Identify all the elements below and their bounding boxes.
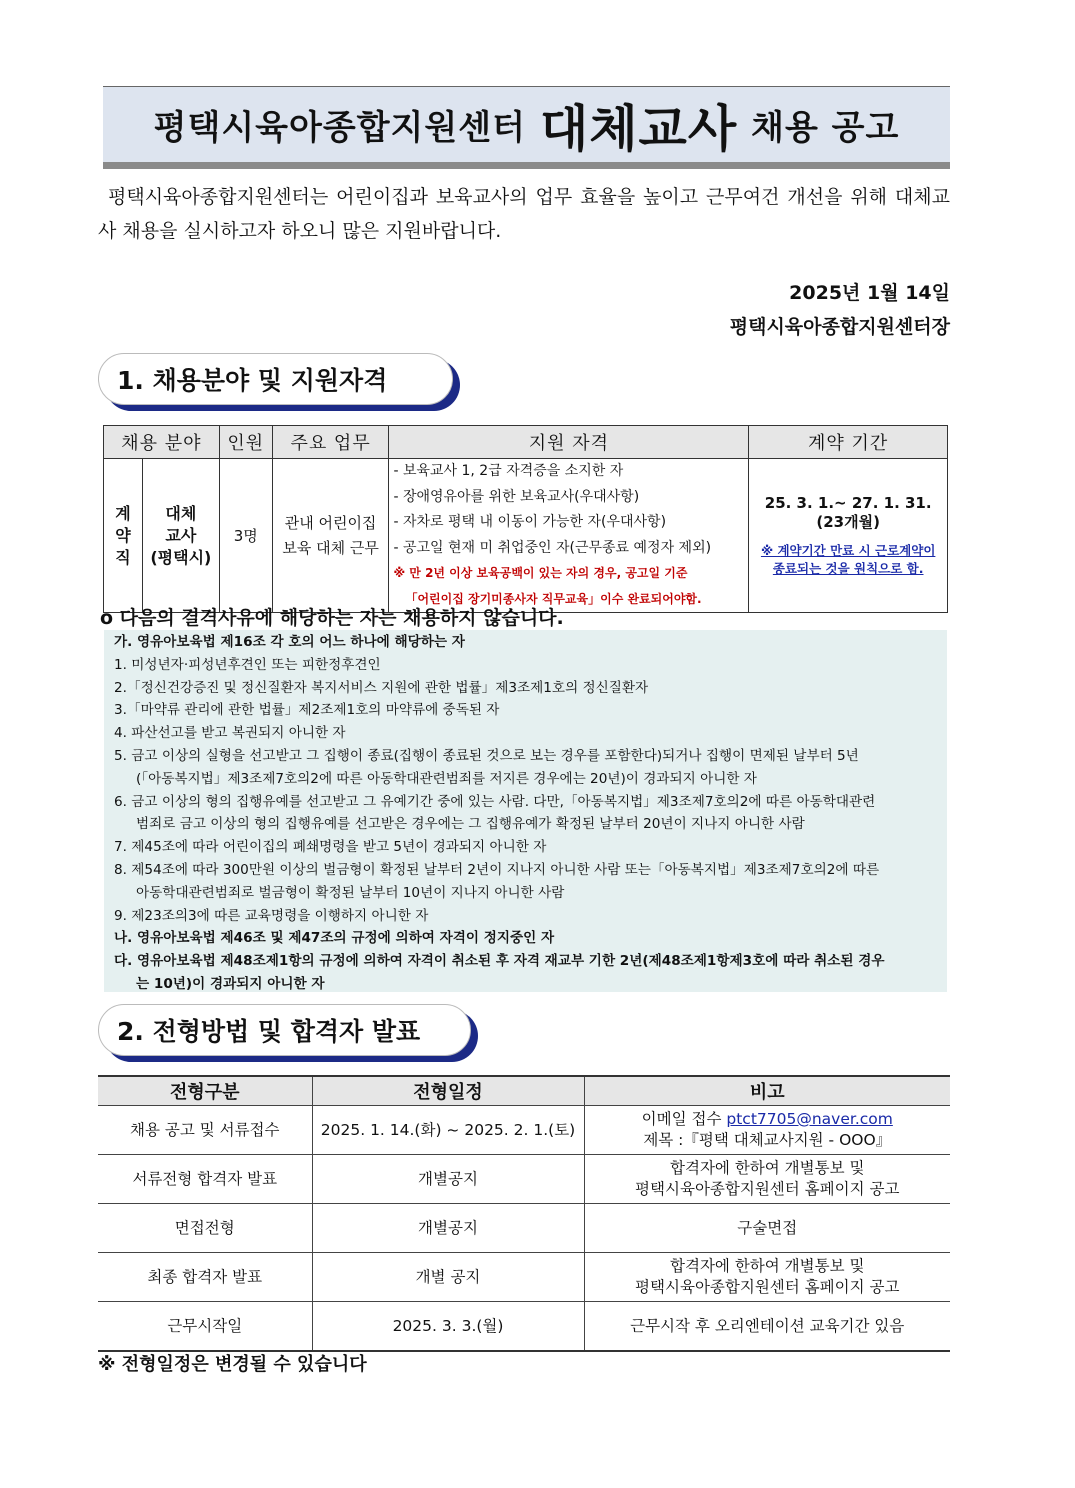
schedule-cell: 개별 공지 [312,1253,584,1302]
stage-cell: 채용 공고 및 서류접수 [98,1106,312,1155]
remarks-cell [584,1155,950,1204]
disqualification-item: 1. 미성년자·피성년후견인 또는 피한정후견인 [114,656,381,673]
selection-table [98,1075,950,1352]
remarks-cell: 구술면접 [584,1204,950,1253]
disqualification-item: 3.「마약류 관리에 관한 법률」제2조제1호의 마약류에 중독된 자 [114,702,500,719]
schedule-footnote: ※ 전형일정은 변경될 수 있습니다 [98,1354,367,1375]
header-schedule: 전형일정 [312,1076,584,1106]
table-row [98,1302,950,1352]
schedule-cell: 2025. 1. 14.(화) ~ 2025. 2. 1.(토) [312,1106,584,1155]
stage-cell: 서류전형 합격자 발표 [98,1155,312,1204]
header-field: 채용 분야 [104,426,220,459]
table-row [98,1253,950,1302]
remarks-line: 평택시육아종합지원센터 홈페이지 공고 [635,1180,900,1198]
qualification-note: 「어린이집 장기미종사자 직무교육」이수 완료되어야함. [405,591,702,606]
schedule-cell: 개별공지 [312,1204,584,1253]
disqualification-item: 5. 금고 이상의 실형을 선고받고 그 집행이 종료(집행이 종료된 것으로 보는 경우를 포함한다)되거나 집행이 면제된 날부터 5년 [114,747,859,764]
selection-header-row [98,1076,950,1106]
stage-cell: 면접전형 [98,1204,312,1253]
recruitment-row [104,459,948,613]
remarks-cell: 근무시작 후 오리엔테이션 교육기간 있음 [584,1302,950,1352]
schedule-cell: 2025. 3. 3.(월) [312,1302,584,1352]
contract-period: 25. 3. 1.~ 27. 1. 31. [764,493,932,512]
disqualification-item: 나. 영유아보육법 제46조 및 제47조의 규정에 의하여 자격이 정지중인 자 [114,930,555,947]
schedule-cell: 개별공지 [312,1155,584,1204]
section-1-heading: 1. 채용분야 및 지원자격 [98,353,453,405]
remarks-cell [584,1106,950,1155]
disqualification-item: 다. 영유아보육법 제48조제1항의 규정에 의하여 자격이 취소된 후 자격 재교부 기한 2년(제48조제1항제3호에 따라 취소된 경우 [114,953,885,970]
title-suffix: 채용 공고 [751,108,900,148]
title-org: 평택시육아종합지원센터 [153,108,526,148]
disqualification-item: 아동학대관련범죄로 벌금형이 확정된 날부터 10년이 지나지 아니한 사람 [136,884,565,901]
qualification-item: - 자차로 평택 내 이동이 가능한 자(우대사항) [393,514,667,530]
title-position: 대체교사 [539,99,738,158]
remarks-line: 평택시육아종합지원센터 홈페이지 공고 [635,1278,900,1296]
qualification-note: ※ 만 2년 이상 보육공백이 있는 자의 경우, 공고일 기준 [393,566,688,580]
disqualification-item: 2.「정신건강증진 및 정신질환자 복지서비스 지원에 관한 법률」제3조제1호의 정신질환자 [114,679,649,696]
remarks-line: 제목 :『평택 대체교사지원 - OOO』 [643,1131,892,1149]
header-remarks: 비고 [584,1076,950,1106]
header-duty: 주요 업무 [272,426,389,459]
stage-cell: 근무시작일 [98,1302,312,1352]
disqualification-item: 가. 영유아보육법 제16조 각 호의 어느 하나에 해당하는 자 [114,634,465,650]
disqualification-item: 는 10년)이 경과되지 아니한 자 [136,975,325,992]
remarks-line: 이메일 접수 [641,1110,727,1128]
disqualification-item: 7. 제45조에 따라 어린이집의 폐쇄명령을 받고 5년이 경과되지 아니한 자 [114,839,547,856]
remarks-line: 합격자에 한하여 개별통보 및 [670,1159,865,1177]
disqualification-list [104,630,947,992]
qualification-item: - 공고일 현재 미 취업중인 자(근무종료 예정자 제외) [393,539,712,556]
recruitment-table [103,425,948,613]
header-contract: 계약 기간 [749,426,948,459]
qualification-item: - 보육교사 1, 2급 자격증을 소지한 자 [393,463,624,479]
header-stage: 전형구분 [98,1076,312,1106]
main-duty: 관내 어린이집 보육 대체 근무 [272,459,389,613]
headcount: 3명 [219,459,272,613]
table-row [98,1204,950,1253]
recruitment-header-row [104,426,948,459]
stage-cell: 최종 합격자 발표 [98,1253,312,1302]
email-link[interactable]: ptct7705@naver.com [726,1110,893,1128]
disqualification-heading: o 다음의 결격사유에 해당하는 자는 채용하지 않습니다. [100,607,564,629]
disqualification-item: 범죄로 금고 이상의 형의 집행유예를 선고받은 경우에는 그 집행유예가 확정된 날부터 20년이 지나지 아니한 사람 [136,816,805,833]
disqualification-item: 4. 파산선고를 받고 복권되지 아니한 자 [114,725,346,742]
disqualification-item: (「아동복지법」제3조제7호의2에 따른 아동학대관련범죄를 저지른 경우에는 20년)이 경과되지 아니한 자 [136,770,757,787]
section-2-heading: 2. 전형방법 및 합격자 발표 [98,1004,471,1056]
disqualification-item: 9. 제23조의3에 따른 교육명령을 이행하지 아니한 자 [114,907,429,924]
intro-paragraph: 평택시육아종합지원센터는 어린이집과 보육교사의 업무 효율을 높이고 근무여건 개선을 위해 대체교사 채용을 실시하고자 하오니 많은 지원바랍니다. [98,186,950,242]
remarks-cell [584,1253,950,1302]
contract-cell [749,459,948,613]
header-count: 인원 [219,426,272,459]
disqualification-item: 8. 제54조에 따라 300만원 이상의 벌금형이 확정된 날부터 2년이 지나지 아니한 사람 또는「아동복지법」제3조제7호의2에 따른 [114,861,880,878]
remarks-line: 합격자에 한하여 개별통보 및 [670,1257,865,1275]
contract-note: ※ 계약기간 만료 시 근로계약이 종료되는 것을 원칙으로 함. [760,542,936,576]
qualification-item: - 장애영유아를 위한 보육교사(우대사항) [393,488,640,505]
disqualification-item: 6. 금고 이상의 형의 집행유예를 선고받고 그 유예기간 중에 있는 사람. 다만,「아동복지법」제3조제7호의2에 따른 아동학대관련 [114,793,876,810]
notice-issuer: 평택시육아종합지원센터장 [729,316,950,338]
table-row [98,1155,950,1204]
table-row [98,1106,950,1155]
position-field: 대체 교사 (평택시) [142,459,219,613]
notice-date: 2025년 1월 14일 [789,282,950,304]
qualification-list [389,459,749,613]
header-qualification: 지원 자격 [389,426,749,459]
employment-type: 계 약 직 [104,459,143,613]
page-title [103,86,950,169]
contract-months: (23개월) [816,512,880,531]
